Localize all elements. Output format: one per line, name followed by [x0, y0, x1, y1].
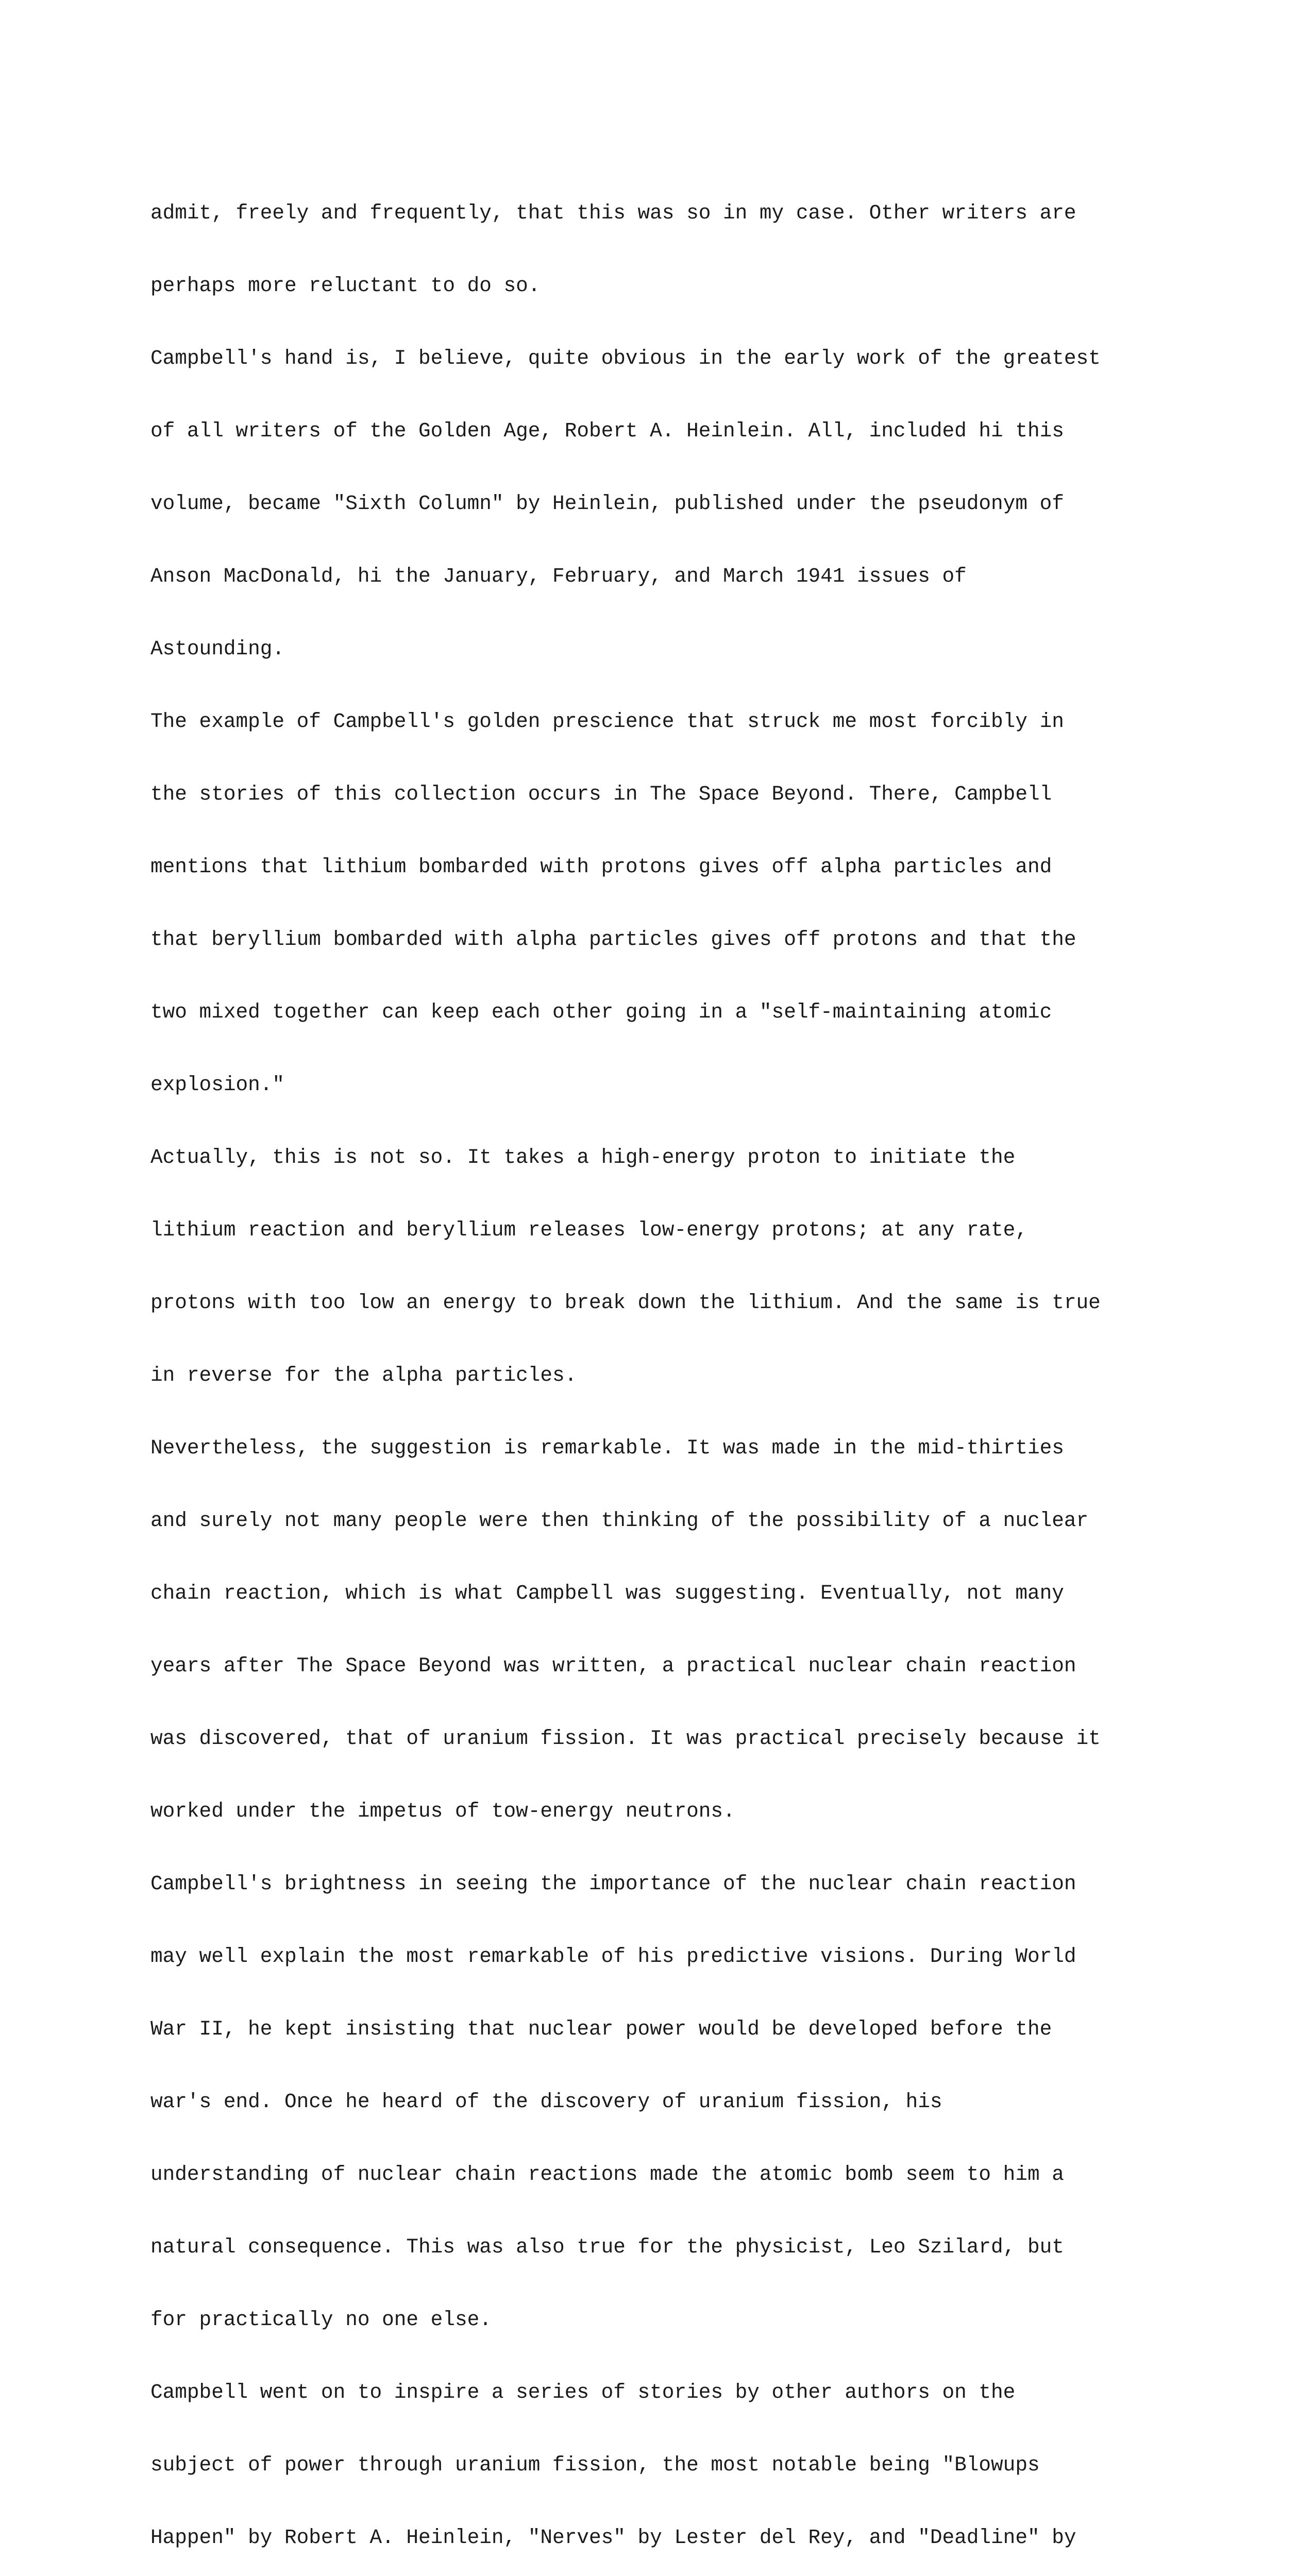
text-line: of all writers of the Golden Age, Robert A. Heinlein. All, included hi this: [150, 419, 1064, 443]
text-line: may well explain the most remarkable of his predictive visions. During World: [150, 1945, 1076, 1968]
text-line: that beryllium bombarded with alpha particles gives off protons and that the: [150, 928, 1076, 951]
text-line: War II, he kept insisting that nuclear power would be developed before the: [150, 2018, 1052, 2041]
text-line: the stories of this collection occurs in The Space Beyond. There, Campbell: [150, 783, 1052, 806]
text-line: years after The Space Beyond was written, a practical nuclear chain reaction: [150, 1654, 1076, 1677]
text-line: protons with too low an energy to break down the lithium. And the same is true: [150, 1291, 1101, 1314]
text-line: mentions that lithium bombarded with protons gives off alpha particles and: [150, 855, 1052, 878]
text-line: worked under the impetus of tow-energy neutrons.: [150, 1800, 735, 1823]
text-line: was discovered, that of uranium fission. It was practical precisely because it: [150, 1727, 1101, 1750]
text-line: Nevertheless, the suggestion is remarkable. It was made in the mid-thirties: [150, 1436, 1064, 1460]
text-line: Astounding.: [150, 637, 285, 660]
text-line: understanding of nuclear chain reactions made the atomic bomb seem to him a: [150, 2163, 1064, 2186]
text-line: for practically no one else.: [150, 2308, 492, 2331]
text-line: admit, freely and frequently, that this was so in my case. Other writers are: [150, 201, 1076, 225]
text-line: volume, became "Sixth Column" by Heinlein, published under the pseudonym of: [150, 492, 1064, 515]
text-line: chain reaction, which is what Campbell was suggesting. Eventually, not many: [150, 1582, 1064, 1605]
text-line: Anson MacDonald, hi the January, February, and March 1941 issues of: [150, 565, 967, 588]
text-line: explosion.": [150, 1073, 285, 1096]
text-line: lithium reaction and beryllium releases low-energy protons; at any rate,: [150, 1218, 1027, 1242]
text-line: in reverse for the alpha particles.: [150, 1364, 577, 1387]
text-line: and surely not many people were then thinking of the possibility of a nuclear: [150, 1509, 1089, 1532]
text-line: Campbell's brightness in seeing the importance of the nuclear chain reaction: [150, 1872, 1076, 1895]
text-line: The example of Campbell's golden prescience that struck me most forcibly in: [150, 710, 1064, 733]
text-line: two mixed together can keep each other going in a "self-maintaining atomic: [150, 1001, 1052, 1024]
text-line: subject of power through uranium fission, the most notable being "Blowups: [150, 2453, 1040, 2477]
text-line: war's end. Once he heard of the discovery of uranium fission, his: [150, 2090, 942, 2113]
text-line: perhaps more reluctant to do so.: [150, 274, 541, 297]
text-line: natural consequence. This was also true for the physicist, Leo Szilard, but: [150, 2235, 1064, 2259]
text-line: Happen" by Robert A. Heinlein, "Nerves" by Lester del Rey, and "Deadline" by: [150, 2526, 1076, 2549]
text-line: Campbell went on to inspire a series of stories by other authors on the: [150, 2381, 1016, 2404]
body-text: [150, 152, 1181, 2576]
text-line: Actually, this is not so. It takes a high-energy proton to initiate the: [150, 1146, 1016, 1169]
text-line: Campbell's hand is, I believe, quite obvious in the early work of the greatest: [150, 347, 1101, 370]
